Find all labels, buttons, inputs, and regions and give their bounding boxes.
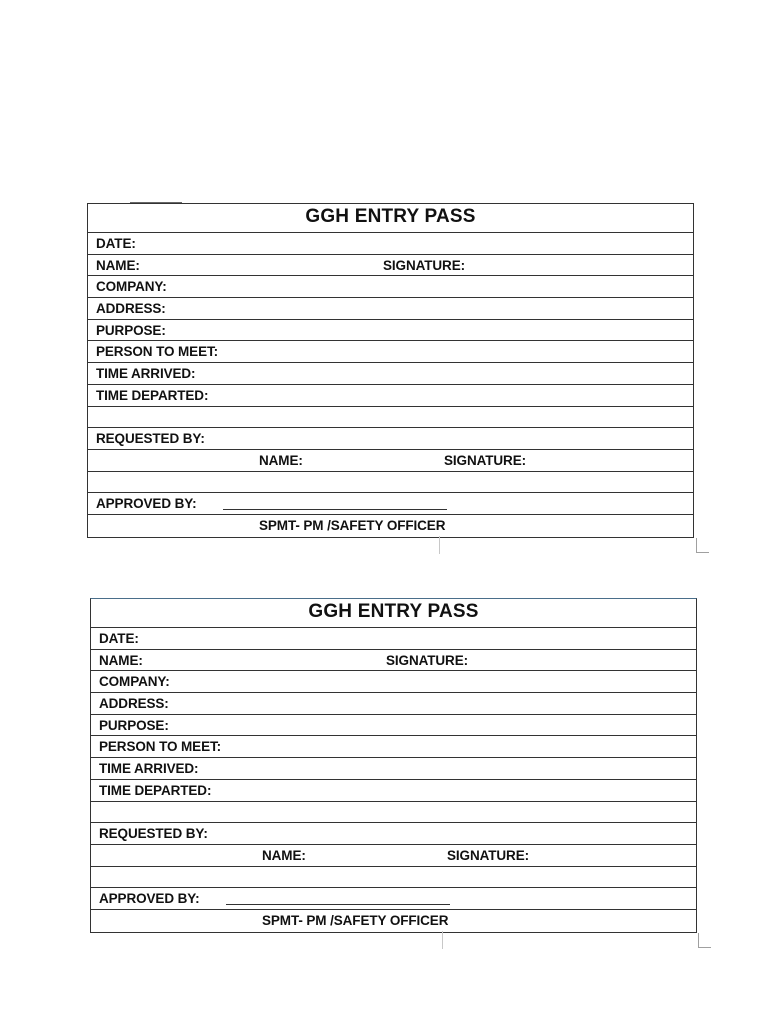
signature-label: SIGNATURE: xyxy=(383,257,465,273)
time-departed-label: TIME DEPARTED: xyxy=(96,387,209,403)
requested-signature-label: SIGNATURE: xyxy=(447,847,529,863)
time-arrived-label: TIME ARRIVED: xyxy=(99,761,199,777)
officer-row xyxy=(88,515,693,537)
time-departed-row[interactable] xyxy=(91,780,696,802)
page-column-marker xyxy=(442,931,443,949)
requested-by-row[interactable] xyxy=(88,428,693,450)
company-label: COMPANY: xyxy=(96,279,167,295)
title-row xyxy=(88,204,693,233)
pass-title: GGH ENTRY PASS xyxy=(305,206,476,227)
entry-pass-2 xyxy=(90,598,697,933)
address-label: ADDRESS: xyxy=(99,696,169,712)
address-label: ADDRESS: xyxy=(96,301,166,317)
blank-row[interactable] xyxy=(91,867,696,889)
person-to-meet-label: PERSON TO MEET: xyxy=(99,739,222,755)
person-to-meet-row[interactable] xyxy=(88,341,693,363)
officer-label: SPMT- PM /SAFETY OFFICER xyxy=(262,912,449,928)
blank-row[interactable] xyxy=(88,472,693,494)
requested-by-row[interactable] xyxy=(91,823,696,845)
name-row[interactable] xyxy=(88,255,693,277)
signature-label: SIGNATURE: xyxy=(386,652,468,668)
officer-label: SPMT- PM /SAFETY OFFICER xyxy=(259,517,446,533)
company-row[interactable] xyxy=(88,276,693,298)
requested-signature-label: SIGNATURE: xyxy=(444,452,526,468)
purpose-row[interactable] xyxy=(91,715,696,737)
name-row[interactable] xyxy=(91,650,696,672)
approved-by-row[interactable] xyxy=(91,888,696,910)
date-row[interactable] xyxy=(88,233,693,255)
time-arrived-row[interactable] xyxy=(91,758,696,780)
name-label: NAME: xyxy=(99,652,143,668)
person-to-meet-label: PERSON TO MEET: xyxy=(96,344,219,360)
entry-pass-1 xyxy=(87,203,694,538)
approved-by-label: APPROVED BY: xyxy=(96,496,197,512)
requested-by-label: REQUESTED BY: xyxy=(96,431,205,447)
pass-title: GGH ENTRY PASS xyxy=(308,601,479,622)
purpose-label: PURPOSE: xyxy=(96,322,166,338)
blank-row[interactable] xyxy=(88,407,693,429)
purpose-row[interactable] xyxy=(88,320,693,342)
requested-name-label: NAME: xyxy=(262,847,306,863)
address-row[interactable] xyxy=(91,693,696,715)
name-label: NAME: xyxy=(96,257,140,273)
date-label: DATE: xyxy=(99,631,139,646)
page-corner-mark xyxy=(696,538,709,553)
approval-signature-line[interactable] xyxy=(223,509,447,510)
date-row[interactable] xyxy=(91,628,696,650)
requested-name-signature-row[interactable] xyxy=(91,845,696,867)
page-corner-mark xyxy=(698,933,711,948)
approval-signature-line[interactable] xyxy=(226,904,450,905)
time-arrived-row[interactable] xyxy=(88,363,693,385)
time-departed-label: TIME DEPARTED: xyxy=(99,782,212,798)
time-departed-row[interactable] xyxy=(88,385,693,407)
company-label: COMPANY: xyxy=(99,674,170,690)
date-label: DATE: xyxy=(96,236,136,251)
page-column-marker xyxy=(439,536,440,554)
blank-row[interactable] xyxy=(91,802,696,824)
title-row xyxy=(91,599,696,628)
requested-name-label: NAME: xyxy=(259,452,303,468)
approved-by-label: APPROVED BY: xyxy=(99,891,200,907)
address-row[interactable] xyxy=(88,298,693,320)
purpose-label: PURPOSE: xyxy=(99,717,169,733)
approved-by-row[interactable] xyxy=(88,493,693,515)
officer-row xyxy=(91,910,696,932)
company-row[interactable] xyxy=(91,671,696,693)
requested-by-label: REQUESTED BY: xyxy=(99,826,208,842)
time-arrived-label: TIME ARRIVED: xyxy=(96,366,196,382)
person-to-meet-row[interactable] xyxy=(91,736,696,758)
requested-name-signature-row[interactable] xyxy=(88,450,693,472)
